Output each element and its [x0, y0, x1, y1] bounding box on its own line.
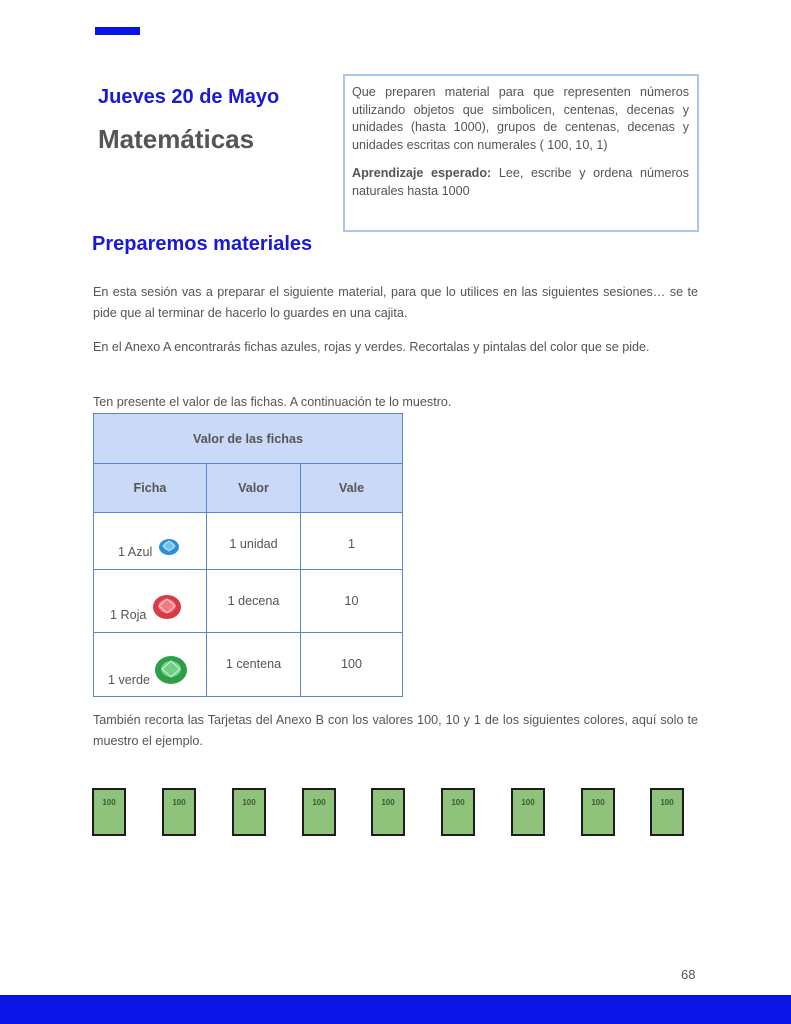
cell-vale: 100: [301, 633, 403, 697]
green-gem-icon: [154, 655, 188, 685]
cell-ficha: [94, 633, 207, 697]
value-card: 100: [371, 788, 405, 836]
learning-expected: [352, 165, 689, 200]
values-table: [93, 413, 403, 697]
value-card: 100: [232, 788, 266, 836]
column-header-valor: Valor: [207, 464, 301, 513]
bottom-accent-bar: [0, 995, 791, 1024]
paragraph-intro: En esta sesión vas a preparar el siguiente material, para que lo utilices en las siguientes sesiones… se te pide que al terminar de hacerlo lo guardes en una cajita.: [93, 285, 698, 320]
value-card: 100: [162, 788, 196, 836]
column-header-ficha: Ficha: [94, 464, 207, 513]
paragraph-annex-a: En el Anexo A encontrarás fichas azules, rojas y verdes. Recortalas y pintalas del color que se pide.: [93, 340, 650, 354]
page-number: 68: [681, 967, 696, 982]
ficha-label: 1 Azul: [118, 545, 153, 559]
value-card: 100: [581, 788, 615, 836]
table-row: [94, 513, 403, 570]
paragraph-annex-b: También recorta las Tarjetas del Anexo B con los valores 100, 10 y 1 de los siguientes colores, aquí solo te muestro el ejemplo.: [93, 713, 698, 748]
red-gem-icon: [152, 594, 182, 620]
objective-box: [343, 74, 699, 232]
card-row: [92, 788, 692, 840]
paragraph-values: Ten presente el valor de las fichas. A continuación te lo muestro.: [93, 395, 452, 409]
date-title: Jueves 20 de Mayo: [98, 86, 280, 108]
cell-ficha: [94, 570, 207, 633]
cell-valor: 1 unidad: [207, 513, 301, 570]
value-card: 100: [302, 788, 336, 836]
column-header-vale: Vale: [301, 464, 403, 513]
section-title: Preparemos materiales: [92, 233, 313, 255]
value-card: 100: [650, 788, 684, 836]
value-card: 100: [511, 788, 545, 836]
cell-vale: 10: [301, 570, 403, 633]
learning-text: Lee, escribe y ordena números naturales hasta 1000: [352, 166, 689, 198]
cell-vale: 1: [301, 513, 403, 570]
ficha-label: 1 verde: [108, 673, 151, 687]
ficha-label: 1 Roja: [110, 608, 147, 622]
table-row: [94, 570, 403, 633]
top-accent-bar: [95, 27, 140, 35]
table-title: Valor de las fichas: [94, 414, 403, 464]
blue-gem-icon: [158, 538, 180, 556]
table-row: [94, 633, 403, 697]
cell-valor: 1 centena: [207, 633, 301, 697]
cell-ficha: [94, 513, 207, 570]
value-card: 100: [92, 788, 126, 836]
objective-text: Que preparen material para que representen números utilizando objetos que simbolicen, centenas, decenas y unidades (hasta 1000), grupos de centenas, decenas y unidades escritas con numerales ( 100, 10, 1): [352, 85, 689, 152]
learning-label: Aprendizaje esperado:: [352, 166, 492, 181]
subject-title: Matemáticas: [98, 124, 255, 154]
value-card: 100: [441, 788, 475, 836]
cell-valor: 1 decena: [207, 570, 301, 633]
